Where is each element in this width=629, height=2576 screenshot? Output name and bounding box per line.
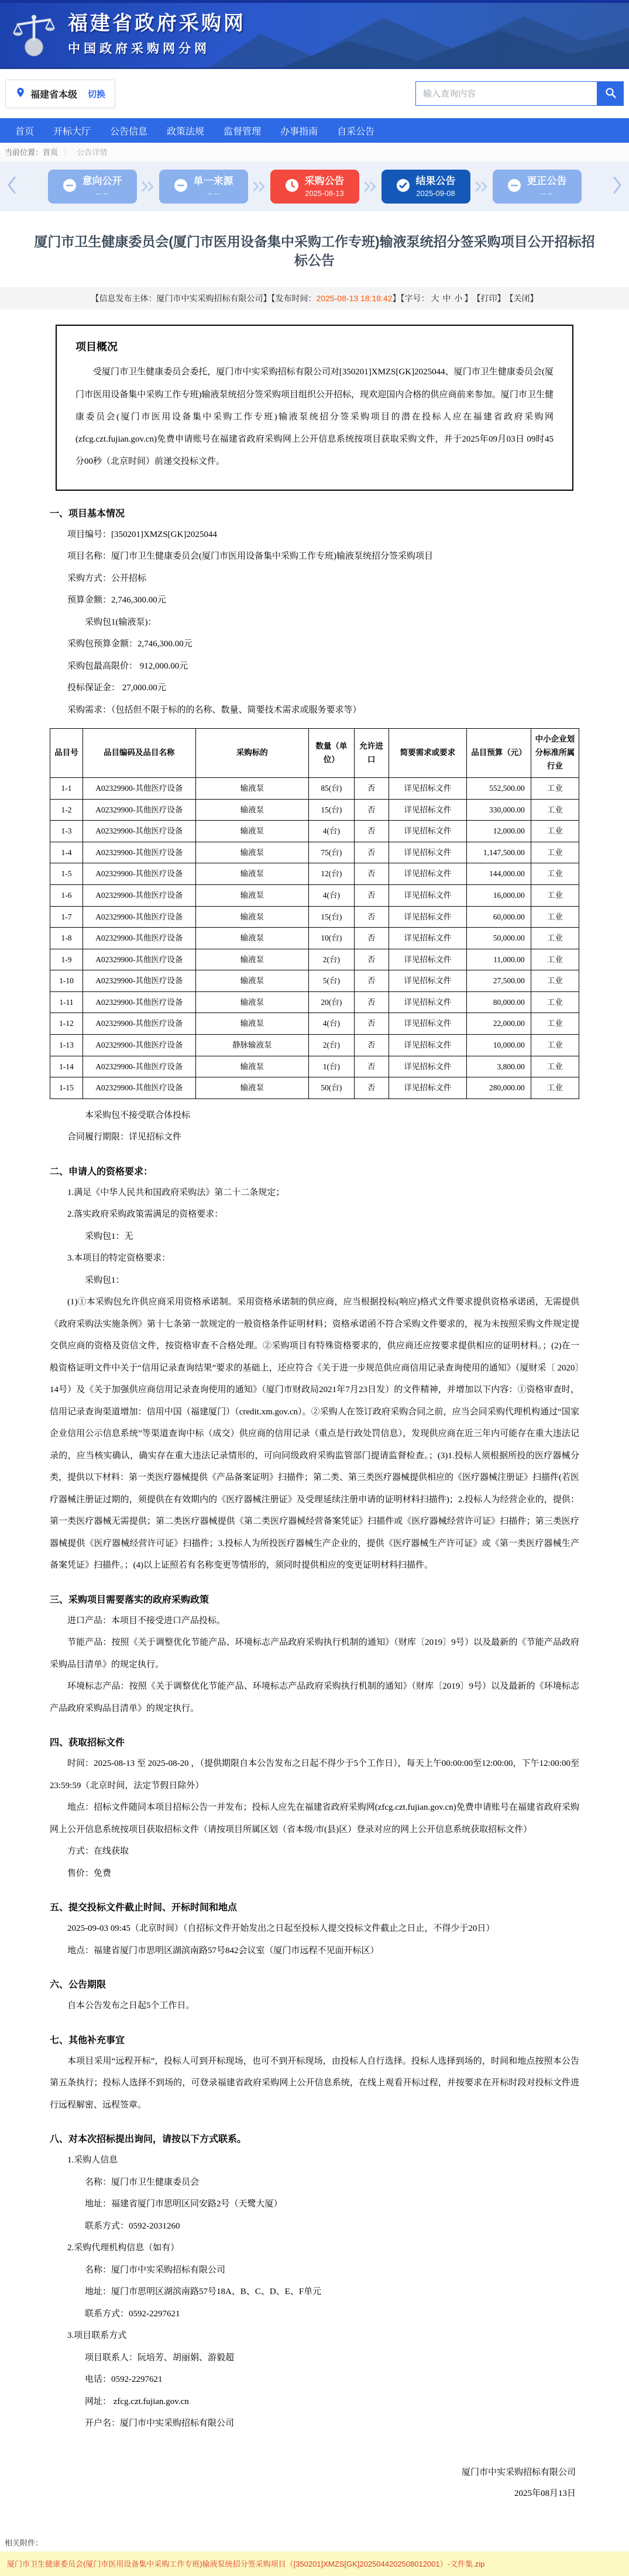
table-cell: 输液泵 bbox=[195, 1013, 308, 1035]
body-paragraph: 2025-09-03 09:45（北京时间）（自招标文件开始发出之日起至投标人提交投标文件截止之日止，不得少于20日） bbox=[67, 1924, 495, 1934]
section-heading: 四、获取招标文件 bbox=[50, 1738, 125, 1748]
clock-icon bbox=[285, 178, 299, 195]
table-row bbox=[50, 1035, 579, 1056]
table-cell: 否 bbox=[354, 799, 389, 821]
body-paragraph: 联系方式：0592-2031260 bbox=[85, 2221, 180, 2231]
table-row bbox=[50, 928, 579, 949]
table-cell: 4(台) bbox=[309, 821, 355, 842]
table-cell: A02329900-其他医疗设备 bbox=[83, 906, 196, 928]
table-cell: 50,000.00 bbox=[467, 928, 531, 949]
table-cell: 工业 bbox=[531, 1013, 579, 1035]
table-row bbox=[50, 821, 579, 842]
table-cell: 1-8 bbox=[50, 928, 83, 949]
table-cell: 工业 bbox=[531, 970, 579, 992]
table-cell: 1-11 bbox=[50, 991, 83, 1013]
table-cell: 工业 bbox=[531, 863, 579, 885]
table-header: 中小企业划分标准所属行业 bbox=[531, 729, 579, 778]
body-paragraph: 3.项目联系方式 bbox=[67, 2331, 127, 2341]
close-button[interactable]: 【关闭】 bbox=[505, 294, 538, 304]
table-cell: 75(台) bbox=[309, 842, 355, 863]
body-paragraph: 地址：厦门市思明区湖滨南路57号18A、B、C、D、E、F单元 bbox=[85, 2287, 322, 2297]
table-cell: 否 bbox=[354, 842, 389, 863]
table-cell: 输液泵 bbox=[195, 906, 308, 928]
table-header: 数量（单位） bbox=[309, 729, 355, 778]
table-cell: 1-4 bbox=[50, 842, 83, 863]
attachment-label: 相关附件： bbox=[5, 2538, 43, 2547]
step-arrow-icon bbox=[252, 181, 267, 192]
table-cell: 详见招标文件 bbox=[389, 884, 467, 906]
table-cell: 1-9 bbox=[50, 949, 83, 970]
section-heading: 五、提交投标文件截止时间、开标时间和地点 bbox=[50, 1903, 238, 1913]
table-row bbox=[50, 884, 579, 906]
search-icon bbox=[604, 87, 617, 101]
step-结果公告[interactable] bbox=[381, 170, 470, 204]
step-label: 结果公告 bbox=[415, 175, 456, 187]
table-row bbox=[50, 1077, 579, 1099]
breadcrumb-home-link[interactable]: 首页 bbox=[43, 148, 59, 157]
table-cell: 否 bbox=[354, 991, 389, 1013]
table-cell: 工业 bbox=[531, 1077, 579, 1099]
nav-item[interactable]: 自采公告 bbox=[337, 126, 375, 137]
table-cell: 1-13 bbox=[50, 1035, 83, 1056]
body-paragraph: (1)①本采购包允许供应商采用资格承诺制。采用资格承诺制的供应商，应当根据投标(响应)格式文件要求提供资格承诺函，无需提供《政府采购法实施条例》第十七条第一款规定的一般资格条件证明材料；资格承诺函不符合采购文件要求的，视为未按照采购文件规定提交供应商的资格及资信文件，按资格审查不合格处理。②采购项目有特殊资格要求的，供应商还应按要求提供相应的证明材料。；(2)在一般资格证明文件中关于“信用记录查询结果”要求的基础上，还应符合《关于进一步规范供应商信用记录查询使用的通知》（厦财采〔 2020〕14号）及《关于加强供应商信用记录查询使用的通知》（厦门市财政局2021年7月23日发）的文件精神，并增加以下内容：①资格审查时，信用记录查询渠道增加：信用中国（福建厦门）（credit.xm.gov.cn）。②采购人在签订政府采购合同之前，应当会同采购代理机构通过“国家企业信用公示信息系统”等渠道查询中标（成交）供应商的信用记录（重点是行政处罚信息），发现供应商在近三年内可能存在重大违法记录的，应当核实确认，确实存在重大违法记录情形的，可向同级政府采购监管部门提请监督检查。；(3)1.投标人须根据所投的医疗器械分类，提供以下材料：第一类医疗器械提供《产品备案证明》扫描件；第二类、第三类医疗器械提供相应的《医疗器械注册证》扫描件(若医疗器械注册证过期的，须提供在有效期内的《医疗器械注册证》及受理延续注册申请的证明材料扫描件)；2.投标人为经营企业的，提供：第一类医疗器械无需提供；第二类医疗器械提供《第二类医疗器械经营备案凭证》扫描件或《医疗器械经营许可证》扫描件；第三类医疗器械提供《医疗器械经营许可证》扫描件；3.投标人为所投医疗器械生产企业的，提供《医疗器械生产许可证》或《第一类医疗器械生产备案凭证》扫描件。；(4)以上证照若有名称变更等情形的，须同时提供相应的变更证明材料扫描件。 bbox=[50, 1297, 580, 1571]
step-单一来源[interactable] bbox=[159, 170, 248, 204]
table-row bbox=[50, 991, 579, 1013]
breadcrumb-current: 公告详情 bbox=[77, 148, 108, 157]
nav-item[interactable]: 首页 bbox=[15, 126, 35, 137]
body-paragraph: 1.采购人信息 bbox=[67, 2155, 118, 2165]
table-cell: A02329900-其他医疗设备 bbox=[83, 863, 196, 885]
body-paragraph: 1.满足《中华人民共和国政府采购法》第二十二条规定； bbox=[67, 1187, 285, 1197]
table-cell: 输液泵 bbox=[195, 1056, 308, 1077]
article-meta-bar bbox=[0, 287, 629, 309]
table-cell: 工业 bbox=[531, 949, 579, 970]
table-cell: 1-5 bbox=[50, 863, 83, 885]
table-cell: 工业 bbox=[531, 821, 579, 842]
table-cell: 22,000.00 bbox=[467, 1013, 531, 1035]
table-cell: 否 bbox=[354, 863, 389, 885]
body-paragraph: 时间：2025-08-13 至 2025-08-20 ，（提供期限自本公告发布之日起不得少于5个工作日），每天上午00:00:00至12:00:00，下午12:00:00至23:59:59（北京时间，法定节假日除外） bbox=[50, 1759, 579, 1790]
table-cell: 详见招标文件 bbox=[389, 1035, 467, 1056]
step-label: 更正公告 bbox=[527, 175, 567, 187]
table-cell: 16,000.00 bbox=[467, 884, 531, 906]
table-cell: 否 bbox=[354, 821, 389, 842]
meta-publisher: 【信息发布主体：厦门市中实采购招标有限公司】【发布时间： bbox=[91, 294, 317, 304]
body-paragraph: 地点：招标文件随同本项目招标公告一并发布；投标人应先在福建省政府采购网(zfcg.czt.fujian.gov.cn)免费申请账号在福建省政府采购网上公开信息系统按项目获取招标文件（请按项目所属区划（省本级/市(县)区）登录对应的网上公开信息系统获取招标文件） bbox=[50, 1803, 579, 1834]
body-paragraph: 自本公告发布之日起5个工作日。 bbox=[67, 2001, 195, 2011]
body-paragraph: 投标保证金： 27,000.00元 bbox=[67, 683, 166, 693]
minus-icon bbox=[63, 178, 77, 195]
table-cell: 否 bbox=[354, 884, 389, 906]
table-cell: 输液泵 bbox=[195, 928, 308, 949]
overview-heading: 项目概况 bbox=[75, 341, 118, 353]
signature-block bbox=[50, 2462, 579, 2504]
overview-body: 受厦门市卫生健康委员会委托，厦门市中实采购招标有限公司对[350201]XMZS[GK]2025044、厦门市卫生健康委员会(厦门市医用设备集中采购工作专班)输液泵统招分签采购项目组织公开招标，现欢迎国内合格的供应商前来参加。厦门市卫生健康委员会(厦门市医用设备集中采购工作专班)输液泵统招分签采购项目的潜在投标人应在福建省政府采购网(zfcg.czt.fujian.gov.cn)免费申请账号在福建省政府采购网上公开信息系统按项目获取采购文件，并于2025年09月03日 09时45分00秒（北京时间）前递交投标文件。 bbox=[75, 367, 554, 467]
body-paragraph: 项目联系人：阮培芳、胡丽娟、游毅超 bbox=[85, 2353, 235, 2363]
meta-fontsize-label: 】【字号： bbox=[392, 294, 429, 304]
search-button[interactable] bbox=[597, 81, 624, 106]
table-cell: A02329900-其他医疗设备 bbox=[83, 949, 196, 970]
body-paragraph: 2.采购代理机构信息（如有） bbox=[67, 2243, 180, 2253]
table-cell: 552,500.00 bbox=[467, 777, 531, 799]
table-cell: 85(台) bbox=[309, 777, 355, 799]
table-cell: 4(台) bbox=[309, 1013, 355, 1035]
section-heading: 七、其他补充事宜 bbox=[50, 2035, 125, 2045]
attachment-bar bbox=[0, 2551, 629, 2576]
body-paragraph: 采购包1(输液泵)： bbox=[85, 617, 157, 627]
table-cell: 50(台) bbox=[309, 1077, 355, 1099]
page-title: 厦门市卫生健康委员会(厦门市医用设备集中采购工作专班)输液泵统招分签采购项目公开招标招标公告 bbox=[34, 234, 595, 268]
table-cell: A02329900-其他医疗设备 bbox=[83, 1013, 196, 1035]
table-cell: 输液泵 bbox=[195, 991, 308, 1013]
nav-item[interactable]: 办事指南 bbox=[280, 126, 318, 137]
site-subtitle: 中国政府采购网分网 bbox=[68, 42, 210, 56]
body-paragraph: 联系方式：0592-2297621 bbox=[85, 2309, 180, 2319]
table-row bbox=[50, 799, 579, 821]
body-paragraph: 项目编号：[350201]XMZS[GK]2025044 bbox=[67, 529, 217, 539]
table-cell: A02329900-其他医疗设备 bbox=[83, 1077, 196, 1099]
table-cell: A02329900-其他医疗设备 bbox=[83, 799, 196, 821]
body-paragraph: 地址：福建省厦门市思明区同安路2号（天鹭大厦） bbox=[85, 2199, 283, 2209]
section-heading: 三、采购项目需要落实的政府采购政策 bbox=[50, 1594, 209, 1605]
table-cell: 1-15 bbox=[50, 1077, 83, 1099]
breadcrumb bbox=[0, 143, 629, 162]
step-意向公开[interactable] bbox=[48, 170, 137, 204]
signature-company: 厦门市中实采购招标有限公司 bbox=[461, 2467, 576, 2477]
step-采购公告[interactable] bbox=[270, 170, 359, 204]
table-cell: 详见招标文件 bbox=[389, 970, 467, 992]
table-cell: 详见招标文件 bbox=[389, 949, 467, 970]
site-banner bbox=[0, 0, 629, 69]
table-header: 简要需求或要求 bbox=[389, 729, 467, 778]
table-cell: 1-6 bbox=[50, 884, 83, 906]
table-cell: 3,800.00 bbox=[467, 1056, 531, 1077]
table-cell: 工业 bbox=[531, 799, 579, 821]
step-date: -- -- bbox=[96, 188, 108, 198]
table-row bbox=[50, 949, 579, 970]
section-heading: 八、对本次招标提出询问，请按以下方式联系。 bbox=[50, 2134, 247, 2145]
table-cell: 工业 bbox=[531, 777, 579, 799]
meta-bracket: 】 bbox=[464, 294, 473, 304]
table-cell: 工业 bbox=[531, 991, 579, 1013]
body-paragraph: 预算金额：2,746,300.00元 bbox=[67, 595, 166, 605]
body-paragraph: 采购需求：（包括但不限于标的的名称、数量、简要技术需求或服务要求等） bbox=[67, 705, 362, 715]
table-cell: 否 bbox=[354, 1077, 389, 1099]
search-bar bbox=[415, 81, 624, 106]
table-row bbox=[50, 777, 579, 799]
table-cell: A02329900-其他医疗设备 bbox=[83, 928, 196, 949]
region-switch-link[interactable]: 切换 bbox=[88, 89, 106, 99]
publish-time: 2025-08-13 18:18:42 bbox=[316, 294, 393, 304]
table-cell: 详见招标文件 bbox=[389, 928, 467, 949]
table-cell: A02329900-其他医疗设备 bbox=[83, 1035, 196, 1056]
table-cell: 1-10 bbox=[50, 970, 83, 992]
table-cell: 10(台) bbox=[309, 928, 355, 949]
table-cell: 输液泵 bbox=[195, 1077, 308, 1099]
body-paragraph: 采购包1： bbox=[85, 1275, 125, 1285]
table-cell: 1,147,500.00 bbox=[467, 842, 531, 863]
body-paragraph: 名称：厦门市中实采购招标有限公司 bbox=[85, 2265, 226, 2275]
table-cell: 15(台) bbox=[309, 906, 355, 928]
section-heading: 六、公告期限 bbox=[50, 1980, 106, 1990]
table-cell: 工业 bbox=[531, 1056, 579, 1077]
body-paragraph: 开户名：厦门市中实采购招标有限公司 bbox=[85, 2419, 235, 2429]
table-cell: 详见招标文件 bbox=[389, 1056, 467, 1077]
region-label: 福建省本级 bbox=[30, 89, 78, 100]
table-cell: 输液泵 bbox=[195, 842, 308, 863]
article-body bbox=[50, 506, 579, 2435]
table-cell: 工业 bbox=[531, 884, 579, 906]
chevron-right-icon[interactable] bbox=[613, 177, 622, 197]
table-cell: 1-2 bbox=[50, 799, 83, 821]
table-cell: A02329900-其他医疗设备 bbox=[83, 991, 196, 1013]
step-date: -- -- bbox=[541, 188, 553, 198]
table-header: 品目预算（元） bbox=[467, 729, 531, 778]
chevron-left-icon[interactable] bbox=[7, 177, 16, 197]
table-cell: 静脉输液泵 bbox=[195, 1035, 308, 1056]
table-cell: 输液泵 bbox=[195, 821, 308, 842]
breadcrumb-label: 当前位置： bbox=[5, 148, 43, 157]
table-cell: 详见招标文件 bbox=[389, 1013, 467, 1035]
table-cell: 330,000.00 bbox=[467, 799, 531, 821]
table-row bbox=[50, 970, 579, 992]
table-header: 品目编码及品目名称 bbox=[83, 729, 196, 778]
step-date: 2025-09-08 bbox=[416, 188, 455, 198]
table-cell: 否 bbox=[354, 777, 389, 799]
table-row bbox=[50, 863, 579, 885]
body-paragraph: 合同履行期限：详见招标文件 bbox=[67, 1132, 182, 1142]
table-cell: 详见招标文件 bbox=[389, 777, 467, 799]
body-paragraph: 本采购包不接受联合体投标 bbox=[85, 1110, 191, 1120]
step-label: 采购公告 bbox=[304, 175, 345, 187]
table-row bbox=[50, 906, 579, 928]
table-row bbox=[50, 1056, 579, 1077]
body-paragraph: 本项目采用“远程开标”，投标人可到开标现场，也可不到开标现场，由投标人自行选择。投标人选择到场的，时间和地点按照本公告第五条执行；投标人选择不到场的，可登录福建省政府采购网上公开信息系统，在线上观看开标过程，并按要求在开标时段对投标文件进行远程解密、远程签章。 bbox=[50, 2056, 579, 2110]
body-paragraph: 采购包1：无 bbox=[85, 1231, 133, 1241]
body-paragraph: 名称：厦门市卫生健康委员会 bbox=[85, 2177, 200, 2187]
body-paragraph: 2.落实政府采购政策需满足的资格要求： bbox=[67, 1210, 224, 1220]
nav-item[interactable]: 公告信息 bbox=[110, 126, 148, 137]
table-cell: 工业 bbox=[531, 842, 579, 863]
body-paragraph: 网址： zfcg.czt.fujian.gov.cn bbox=[85, 2396, 189, 2406]
body-paragraph: 售价：免费 bbox=[67, 1868, 112, 1878]
body-paragraph: 方式：在线获取 bbox=[67, 1847, 129, 1857]
table-row bbox=[50, 1013, 579, 1035]
main-nav bbox=[0, 118, 629, 143]
body-paragraph: 采购方式：公开招标 bbox=[67, 573, 147, 583]
table-cell: 11,000.00 bbox=[467, 949, 531, 970]
table-header: 品目号 bbox=[50, 729, 83, 778]
section-heading: 一、项目基本情况 bbox=[50, 508, 125, 519]
fontsize-large-button[interactable]: 大 bbox=[431, 294, 439, 304]
table-cell: 1-1 bbox=[50, 777, 83, 799]
table-cell: 1-3 bbox=[50, 821, 83, 842]
table-cell: A02329900-其他医疗设备 bbox=[83, 970, 196, 992]
nav-item[interactable]: 开标大厅 bbox=[53, 126, 91, 137]
table-cell: 详见招标文件 bbox=[389, 1077, 467, 1099]
table-cell: 否 bbox=[354, 1035, 389, 1056]
body-paragraph: 进口产品：本项目不接受进口产品投标。 bbox=[67, 1616, 226, 1626]
table-cell: 12(台) bbox=[309, 863, 355, 885]
location-pin-icon bbox=[15, 86, 26, 102]
table-cell: 12,000.00 bbox=[467, 821, 531, 842]
step-arrow-icon bbox=[140, 181, 156, 192]
step-label: 意向公开 bbox=[82, 175, 122, 187]
body-paragraph: 地点：福建省厦门市思明区湖滨南路57号842会议室（厦门市远程不见面开标区） bbox=[67, 1945, 379, 1955]
table-cell: 详见招标文件 bbox=[389, 991, 467, 1013]
table-cell: 60,000.00 bbox=[467, 906, 531, 928]
scales-logo-icon bbox=[8, 8, 60, 62]
table-cell: 详见招标文件 bbox=[389, 799, 467, 821]
table-cell: 工业 bbox=[531, 1035, 579, 1056]
table-cell: 否 bbox=[354, 949, 389, 970]
fontsize-small-button[interactable]: 小 bbox=[454, 294, 463, 304]
table-cell: 否 bbox=[354, 1056, 389, 1077]
table-cell: 80,000.00 bbox=[467, 991, 531, 1013]
table-cell: 详见招标文件 bbox=[389, 842, 467, 863]
table-cell: 输液泵 bbox=[195, 863, 308, 885]
table-header: 允许进口 bbox=[354, 729, 389, 778]
signature-date: 2025年08月13日 bbox=[514, 2488, 576, 2498]
table-cell: 27,500.00 bbox=[467, 970, 531, 992]
article-content bbox=[0, 325, 629, 2509]
fontsize-medium-button[interactable]: 中 bbox=[442, 294, 451, 304]
body-paragraph: 项目名称：厦门市卫生健康委员会(厦门市医用设备集中采购工作专班)输液泵统招分签采购项目 bbox=[67, 552, 433, 562]
nav-item[interactable]: 政策法规 bbox=[167, 126, 205, 137]
check-icon bbox=[396, 178, 410, 195]
table-cell: 10,000.00 bbox=[467, 1035, 531, 1056]
site-title: 福建省政府采购网 bbox=[68, 12, 246, 35]
table-row bbox=[50, 842, 579, 863]
table-cell: 1-12 bbox=[50, 1013, 83, 1035]
minus-icon bbox=[507, 178, 521, 195]
step-date: 2025-08-13 bbox=[305, 188, 344, 198]
breadcrumb-separator: 〉 bbox=[63, 148, 71, 157]
table-cell: 144,000.00 bbox=[467, 863, 531, 885]
table-cell: A02329900-其他医疗设备 bbox=[83, 821, 196, 842]
section-heading: 二、申请人的资格要求： bbox=[50, 1166, 153, 1177]
region-selector[interactable] bbox=[5, 80, 115, 108]
table-cell: 工业 bbox=[531, 928, 579, 949]
items-table bbox=[50, 728, 579, 1099]
table-cell: 280,000.00 bbox=[467, 1077, 531, 1099]
step-更正公告[interactable] bbox=[493, 170, 582, 204]
nav-item[interactable]: 监督管理 bbox=[224, 126, 262, 137]
search-input[interactable] bbox=[415, 81, 597, 106]
table-header: 采购标的 bbox=[195, 729, 308, 778]
body-paragraph: 采购包最高限价： 912,000.00元 bbox=[67, 661, 188, 671]
table-cell: A02329900-其他医疗设备 bbox=[83, 884, 196, 906]
table-cell: 5(台) bbox=[309, 970, 355, 992]
announcement-steps bbox=[0, 162, 629, 211]
table-cell: 2(台) bbox=[309, 1035, 355, 1056]
table-cell: 输液泵 bbox=[195, 777, 308, 799]
table-cell: A02329900-其他医疗设备 bbox=[83, 777, 196, 799]
body-paragraph: 环境标志产品：按照《关于调整优化节能产品、环境标志产品政府采购执行机制的通知》（财库〔2019〕9号）以及最新的《环境标志产品政府采购品目清单》的规定执行。 bbox=[50, 1682, 579, 1713]
step-arrow-icon bbox=[474, 181, 489, 192]
table-cell: 详见招标文件 bbox=[389, 863, 467, 885]
toolbar bbox=[0, 69, 629, 118]
table-cell: 输液泵 bbox=[195, 799, 308, 821]
step-label: 单一来源 bbox=[193, 175, 233, 187]
table-cell: 输液泵 bbox=[195, 884, 308, 906]
body-paragraph: 电话：0592-2297621 bbox=[85, 2375, 163, 2385]
step-arrow-icon bbox=[363, 181, 378, 192]
table-cell: 输液泵 bbox=[195, 970, 308, 992]
table-cell: 否 bbox=[354, 906, 389, 928]
minus-icon bbox=[174, 178, 188, 195]
table-cell: 1-14 bbox=[50, 1056, 83, 1077]
table-cell: A02329900-其他医疗设备 bbox=[83, 842, 196, 863]
table-cell: 详见招标文件 bbox=[389, 906, 467, 928]
project-overview-box bbox=[56, 325, 573, 490]
table-cell: 否 bbox=[354, 970, 389, 992]
step-date: -- -- bbox=[207, 188, 219, 198]
table-cell: 详见招标文件 bbox=[389, 821, 467, 842]
body-paragraph: 3.本项目的特定资格要求： bbox=[67, 1253, 171, 1263]
table-cell: 否 bbox=[354, 1013, 389, 1035]
attachment-file-link[interactable]: 厦门市卫生健康委员会(厦门市医用设备集中采购工作专班)输液泵统招分签采购项目（[350201]XMZS[GK]2025044202508012001）-文件集.zip bbox=[7, 2559, 485, 2568]
table-cell: 4(台) bbox=[309, 884, 355, 906]
table-cell: 2(台) bbox=[309, 949, 355, 970]
table-cell: 否 bbox=[354, 928, 389, 949]
print-button[interactable]: 【打印】 bbox=[472, 294, 506, 304]
table-cell: 20(台) bbox=[309, 991, 355, 1013]
table-cell: 1(台) bbox=[309, 1056, 355, 1077]
body-paragraph: 采购包预算金额：2,746,300.00元 bbox=[67, 639, 193, 649]
table-cell: A02329900-其他医疗设备 bbox=[83, 1056, 196, 1077]
table-cell: 1-7 bbox=[50, 906, 83, 928]
body-paragraph: 节能产品：按照《关于调整优化节能产品、环境标志产品政府采购执行机制的通知》（财库〔2019〕9号）以及最新的《节能产品政府采购品目清单》的规定执行。 bbox=[50, 1638, 579, 1669]
table-cell: 15(台) bbox=[309, 799, 355, 821]
table-cell: 工业 bbox=[531, 906, 579, 928]
table-cell: 输液泵 bbox=[195, 949, 308, 970]
